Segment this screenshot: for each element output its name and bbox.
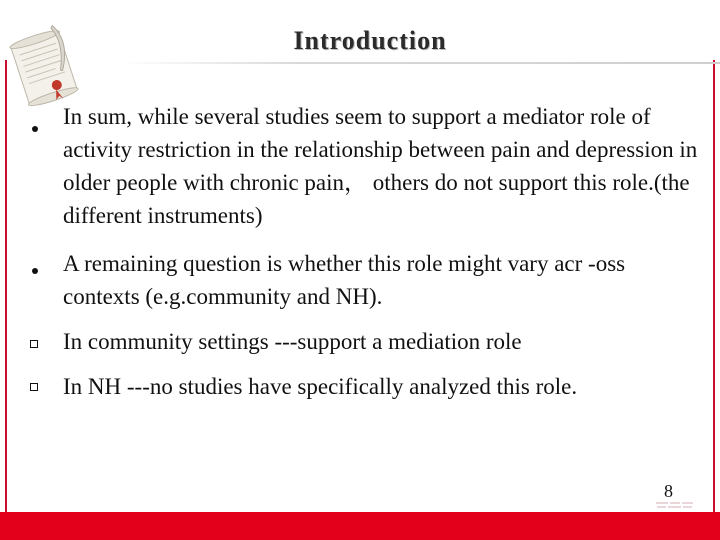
bullet-square-icon xyxy=(30,383,38,391)
bullet-text: A remaining question is whether this role might vary acr -oss contexts (e.g.community and NH). xyxy=(63,251,626,309)
bullet-text: In community settings ---support a mediation role xyxy=(63,329,522,354)
slide-title: Introduction xyxy=(293,26,447,55)
title-underline xyxy=(120,62,720,64)
frame-left-border xyxy=(5,60,7,516)
bullet-dot-icon xyxy=(32,268,38,274)
watermark-scribble xyxy=(655,500,695,510)
bullet-dot-icon xyxy=(32,126,38,132)
frame-right-border xyxy=(713,60,715,516)
page-number: 8 xyxy=(664,481,673,501)
bullet-text: In sum, while several studies seem to support a mediator role of activity restriction in the relationship between pain and depression in older people with chronic pain， others do not support this role.(the different instruments) xyxy=(63,104,698,228)
bullet-square-icon xyxy=(30,340,38,348)
bullet-text: In NH ---no studies have specifically analyzed this role. xyxy=(63,374,578,399)
footer-bar xyxy=(0,512,720,540)
